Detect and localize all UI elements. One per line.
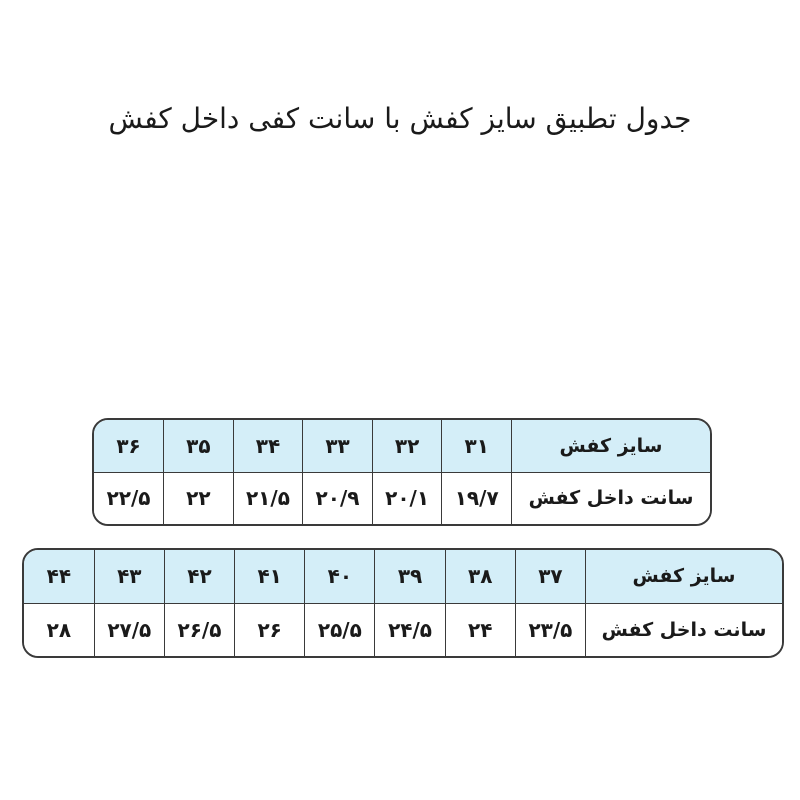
size-table-small <box>92 418 712 526</box>
cm-cell: ۲۴/۵ <box>375 603 445 656</box>
insole-cm-row <box>24 603 782 656</box>
size-cell: ۳۵ <box>164 420 234 472</box>
insole-cm-label: سانت داخل کفش <box>586 603 783 656</box>
size-cell: ۳۸ <box>445 550 515 603</box>
cm-cell: ۲۶ <box>235 603 305 656</box>
insole-cm-label: سانت داخل کفش <box>512 472 711 524</box>
insole-cm-row <box>94 472 710 524</box>
shoe-size-row <box>94 420 710 472</box>
cm-cell: ۲۴ <box>445 603 515 656</box>
cm-cell: ۲۶/۵ <box>164 603 234 656</box>
size-cell: ۳۹ <box>375 550 445 603</box>
shoe-size-label: سایز کفش <box>586 550 783 603</box>
cm-cell: ۲۲ <box>164 472 234 524</box>
cm-cell: ۲۵/۵ <box>305 603 375 656</box>
cm-cell: ۲۱/۵ <box>233 472 303 524</box>
size-cell: ۳۲ <box>372 420 442 472</box>
cm-cell: ۲۸ <box>24 603 94 656</box>
size-cell: ۴۴ <box>24 550 94 603</box>
cm-cell: ۲۰/۱ <box>372 472 442 524</box>
size-cell: ۳۶ <box>94 420 164 472</box>
cm-cell: ۲۲/۵ <box>94 472 164 524</box>
size-cell: ۳۴ <box>233 420 303 472</box>
size-cell: ۴۳ <box>94 550 164 603</box>
shoe-size-label: سایز کفش <box>512 420 711 472</box>
cm-cell: ۲۰/۹ <box>303 472 373 524</box>
size-cell: ۴۱ <box>235 550 305 603</box>
size-cell: ۳۷ <box>515 550 585 603</box>
shoe-size-row <box>24 550 782 603</box>
size-cell: ۴۲ <box>164 550 234 603</box>
cm-cell: ۲۳/۵ <box>515 603 585 656</box>
page-title: جدول تطبیق سایز کفش با سانت کفی داخل کفش <box>108 102 692 135</box>
cm-cell: ۲۷/۵ <box>94 603 164 656</box>
size-table-large <box>22 548 784 658</box>
size-cell: ۳۳ <box>303 420 373 472</box>
size-cell: ۴۰ <box>305 550 375 603</box>
cm-cell: ۱۹/۷ <box>442 472 512 524</box>
size-cell: ۳۱ <box>442 420 512 472</box>
